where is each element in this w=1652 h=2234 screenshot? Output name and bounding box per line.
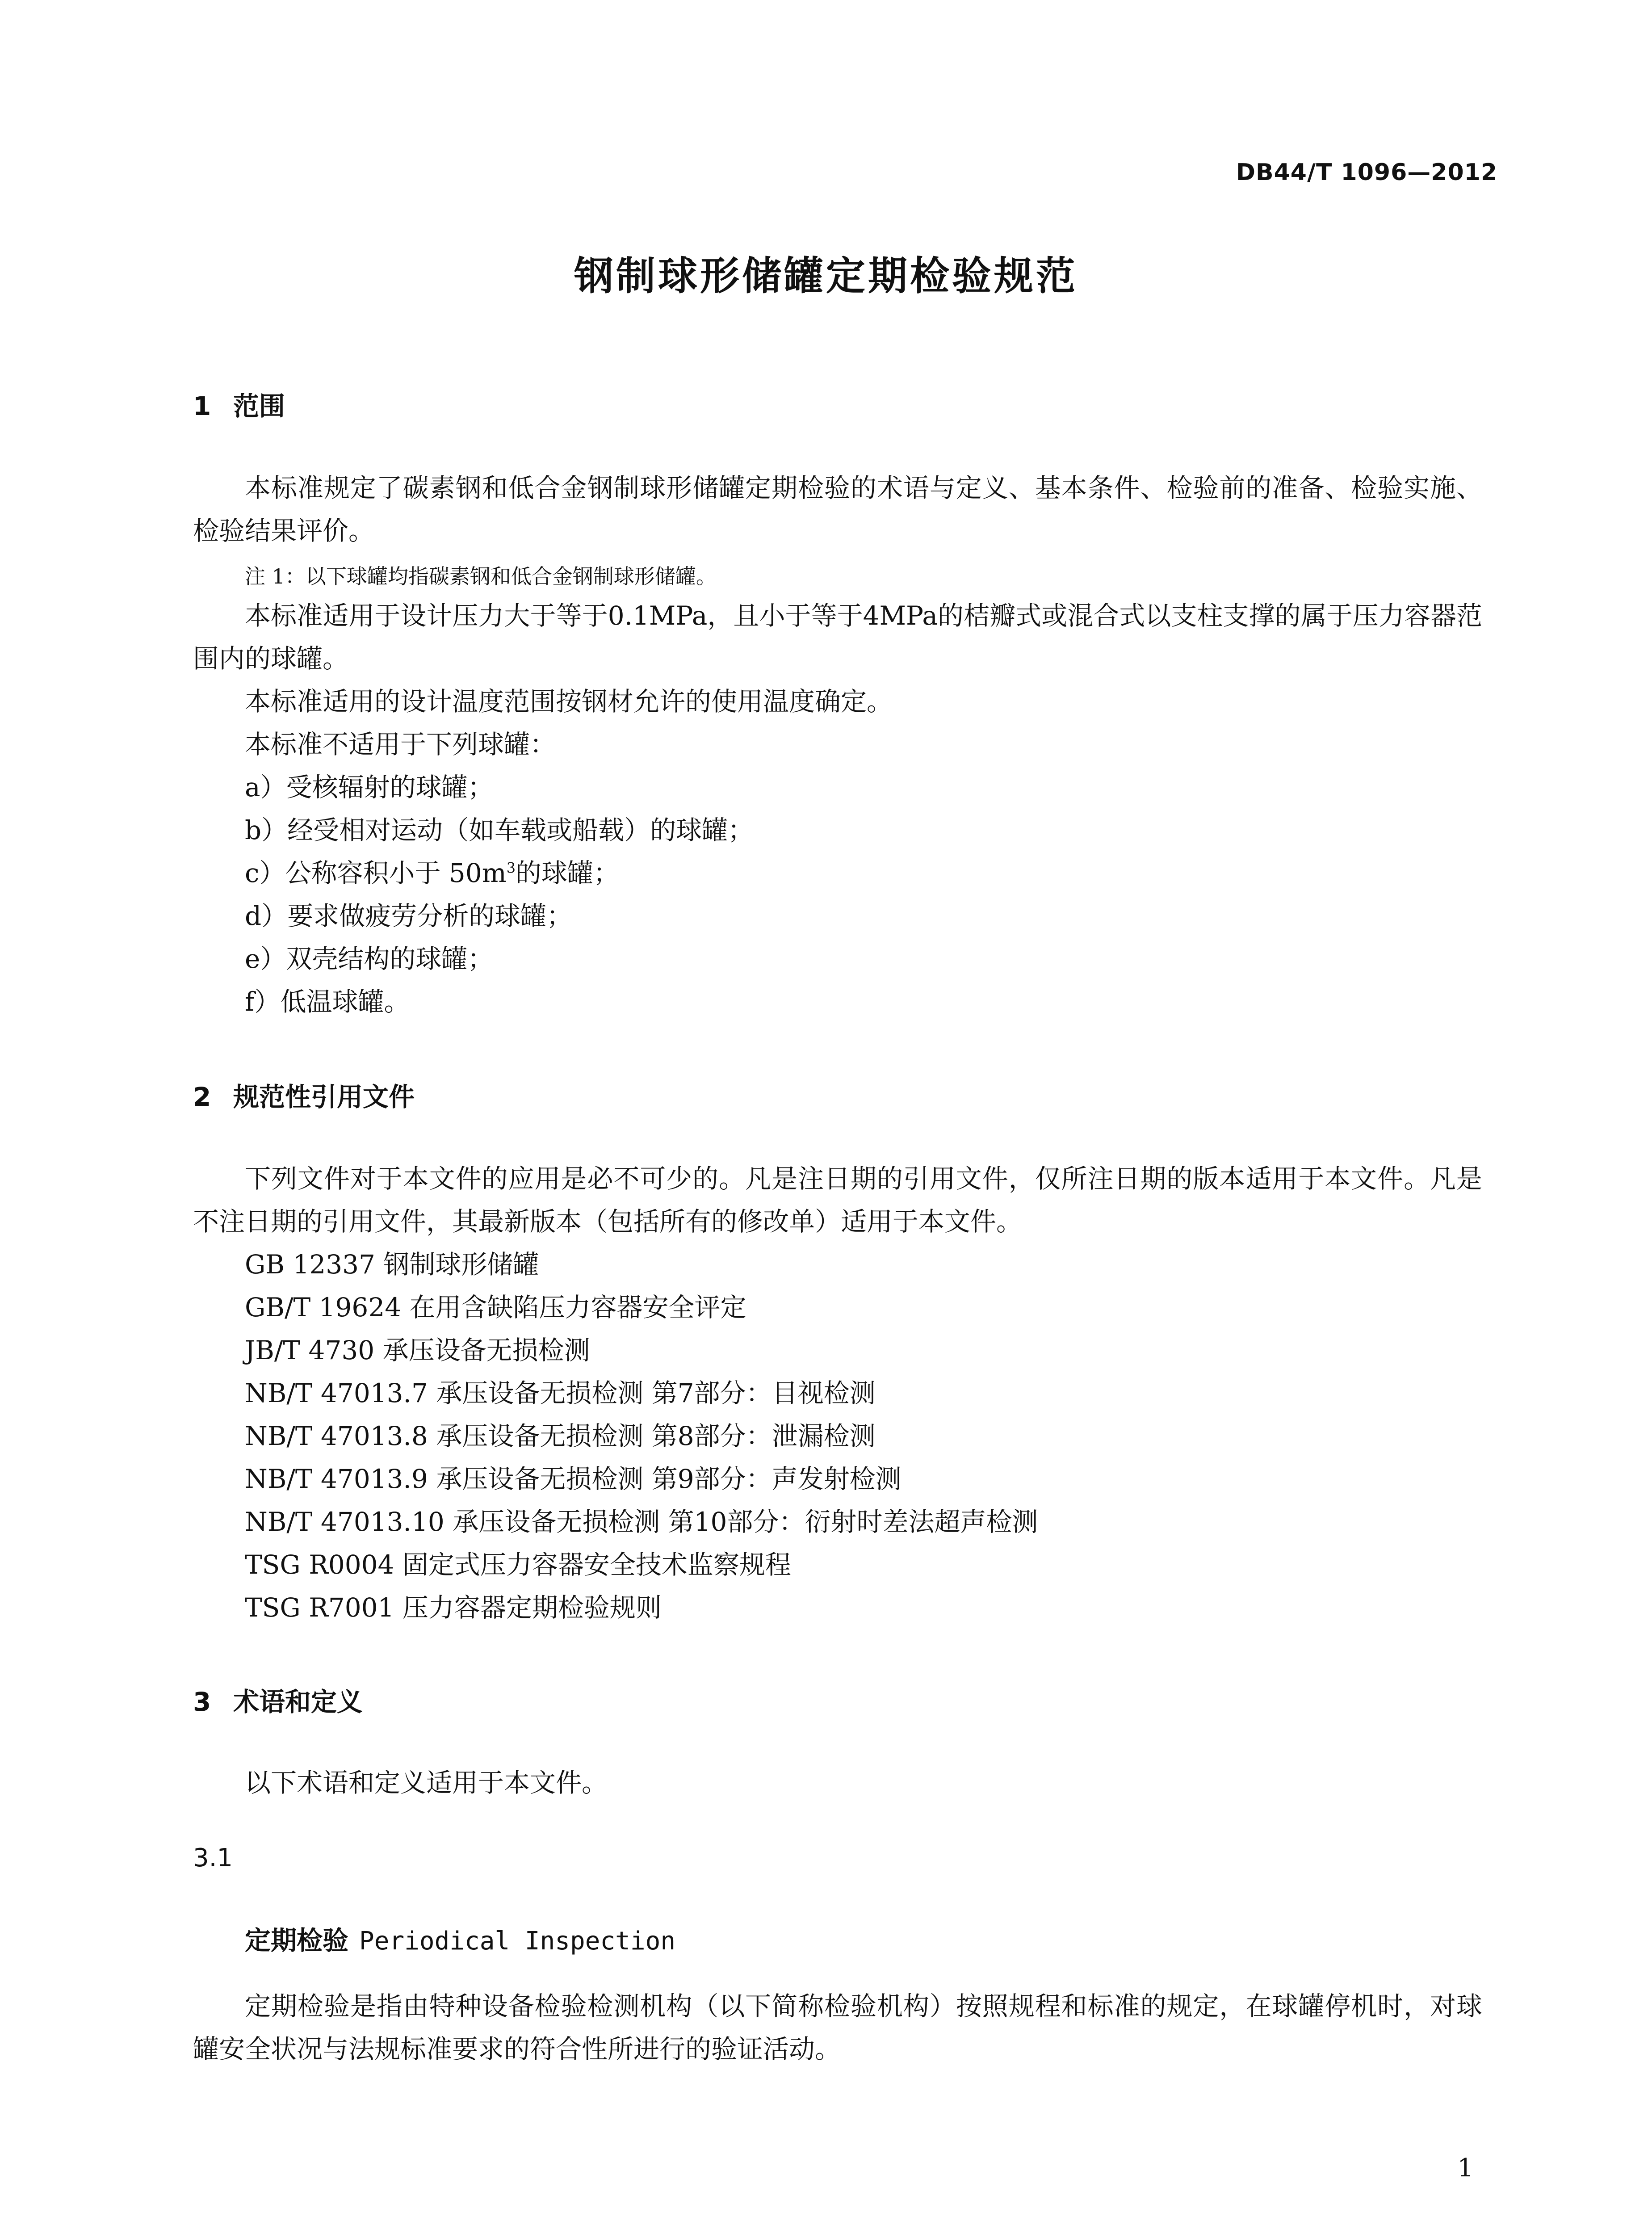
document-code: DB44/T 1096—2012 xyxy=(1236,159,1497,186)
reference-item: JB/T 4730 承压设备无损检测 xyxy=(245,1335,590,1365)
section-2-paragraph-1: 下列文件对于本文件的应用是必不可少的。凡是注日期的引用文件，仅所注日期的版本适用于本文件。凡是不注日期的引用文件，其最新版本（包括所有的修改单）适用于本文件。 xyxy=(193,1163,1482,1237)
section-3-heading xyxy=(193,1681,363,1718)
term-chinese: 定期检验 xyxy=(245,1925,349,1956)
subsection-3-1-number: 3.1 xyxy=(193,1843,233,1873)
section-1-heading xyxy=(193,385,285,423)
reference-item: NB/T 47013.9 承压设备无损检测 第9部分：声发射检测 xyxy=(245,1464,901,1494)
section-3-title: 术语和定义 xyxy=(233,1687,363,1717)
section-2-title: 规范性引用文件 xyxy=(233,1082,415,1112)
section-2-heading xyxy=(193,1076,415,1113)
list-item-c-tail: 的球罐； xyxy=(516,858,620,888)
reference-item: NB/T 47013.8 承压设备无损检测 第8部分：泄漏检测 xyxy=(245,1421,876,1451)
section-1-paragraph-4: 本标准不适用于下列球罐： xyxy=(245,729,556,760)
reference-item: GB/T 19624 在用含缺陷压力容器安全评定 xyxy=(245,1292,746,1323)
reference-item: NB/T 47013.7 承压设备无损检测 第7部分：目视检测 xyxy=(245,1378,876,1408)
reference-item: GB 12337 钢制球形储罐 xyxy=(245,1249,539,1280)
list-item-b: b）经受相对运动（如车载或船载）的球罐； xyxy=(245,815,754,845)
section-1-note: 注 1：以下球罐均指碳素钢和低合金钢制球形储罐。 xyxy=(245,564,717,588)
section-2-number: 2 xyxy=(193,1082,211,1112)
section-1-paragraph-3: 本标准适用的设计温度范围按钢材允许的使用温度确定。 xyxy=(245,686,893,717)
page-number: 1 xyxy=(1457,2154,1473,2183)
reference-item: TSG R7001 压力容器定期检验规则 xyxy=(245,1592,662,1623)
section-1-paragraph-2: 本标准适用于设计压力大于等于0.1MPa，且小于等于4MPa的桔瓣式或混合式以支柱支撑的属于压力容器范围内的球罐。 xyxy=(193,600,1482,674)
document-title: 钢制球形储罐定期检验规范 xyxy=(574,253,1078,299)
term-english: Periodical Inspection xyxy=(359,1927,676,1956)
section-1-title: 范围 xyxy=(233,391,285,421)
list-item-c xyxy=(245,852,619,894)
section-3-number: 3 xyxy=(193,1687,211,1717)
list-item-a: a）受核辐射的球罐； xyxy=(245,772,494,802)
term-definition: 定期检验是指由特种设备检验检测机构（以下简称检验机构）按照规程和标准的规定，在球罐停机时，对球罐安全状况与法规标准要求的符合性所进行的验证活动。 xyxy=(193,1991,1482,2064)
list-item-c-superscript: 3 xyxy=(506,859,516,877)
section-3-paragraph-1: 以下术语和定义适用于本文件。 xyxy=(245,1768,608,1798)
list-item-e: e）双壳结构的球罐； xyxy=(245,944,494,974)
reference-item: NB/T 47013.10 承压设备无损检测 第10部分：衍射时差法超声检测 xyxy=(245,1507,1038,1537)
section-1-paragraph-1: 本标准规定了碳素钢和低合金钢制球形储罐定期检验的术语与定义、基本条件、检验前的准备、检验实施、检验结果评价。 xyxy=(193,473,1482,546)
section-1-number: 1 xyxy=(193,391,211,421)
list-item-c-text: c）公称容积小于 50m xyxy=(245,858,507,888)
list-item-f: f）低温球罐。 xyxy=(245,987,410,1017)
list-item-d: d）要求做疲劳分析的球罐； xyxy=(245,901,573,931)
reference-item: TSG R0004 固定式压力容器安全技术监察规程 xyxy=(245,1550,791,1580)
term-heading xyxy=(245,1919,675,1957)
